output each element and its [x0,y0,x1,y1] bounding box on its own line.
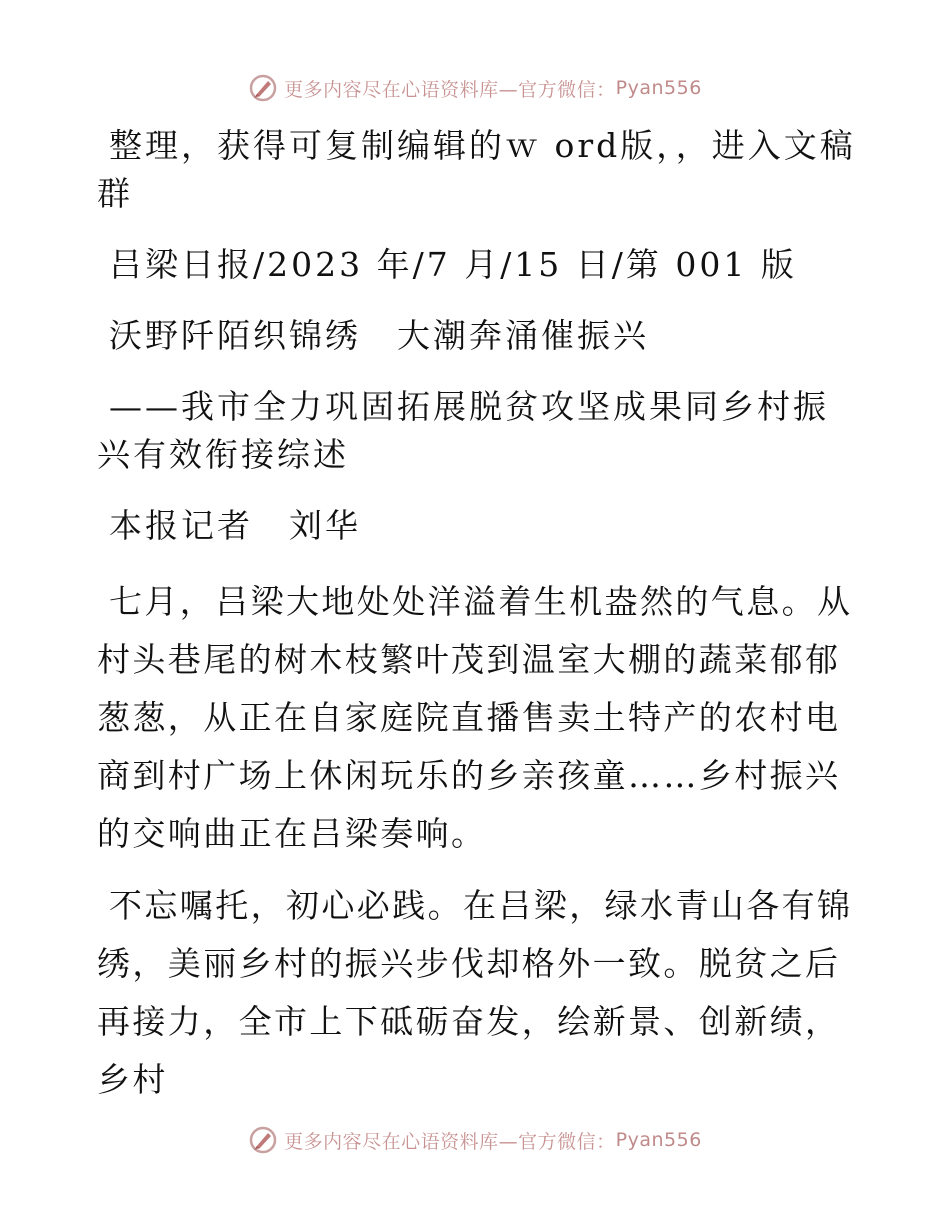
byline: 本报记者 刘华 [109,506,361,545]
watermark-footer [0,1120,950,1160]
body-paragraph: 七月，吕梁大地处处洋溢着生机盎然的气息。从村头巷尾的树木枝繁叶茂到温室大棚的蔬菜郁郁葱葱，从正在自家庭院直播售卖土特产的农村电商到村广场上休闲玩乐的乡亲孩童……乡村振兴的交响曲正在吕梁奏响。 [97,582,853,853]
brush-logo-icon [248,73,278,103]
article-subtitle: ——我市全力巩固拓展脱贫攻坚成果同乡村振兴有效衔接综述 [97,387,829,474]
watermark-text: 更多内容尽在心语资料库—官方微信： [284,78,616,101]
intro-note: 整理，获得可复制编辑的ｗ ord版，，进入文稿群 [97,126,856,213]
watermark-header [0,68,950,108]
watermark-handle: Pyan556 [615,1129,702,1151]
watermark-text: 更多内容尽在心语资料库—官方微信： [284,1130,616,1153]
brush-logo-icon [248,1125,278,1155]
watermark-handle: Pyan556 [615,77,702,99]
document-body [97,122,857,1123]
publication-line: 吕梁日报/2023 年/7 月/15 日/第 001 版 [109,245,797,284]
body-paragraph: 不忘嘱托，初心必践。在吕梁，绿水青山各有锦绣，美丽乡村的振兴步伐却格外一致。脱贫之后再接力，全市上下砥砺奋发，绘新景、创新绩，乡村 [97,886,853,1099]
article-title: 沃野阡陌织锦绣 大潮奔涌催振兴 [109,316,649,355]
